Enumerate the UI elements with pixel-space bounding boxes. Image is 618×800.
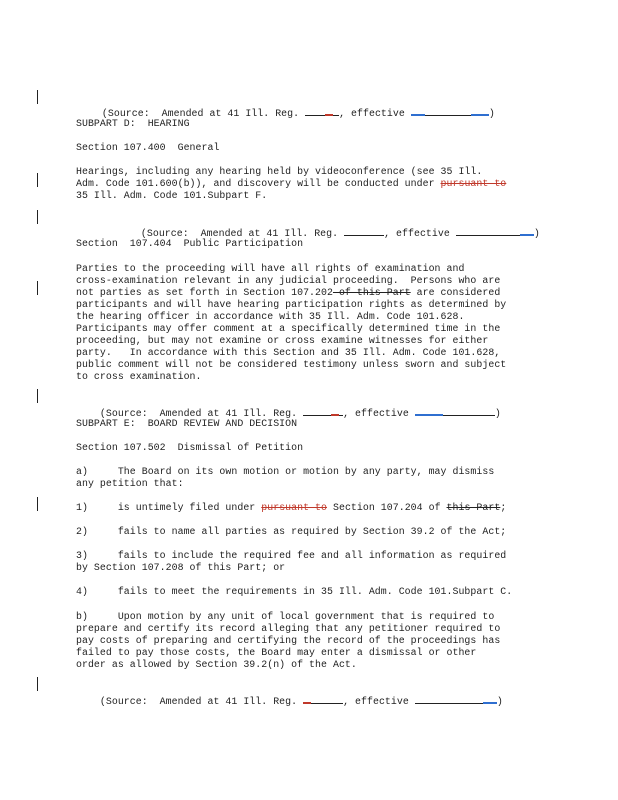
source-prefix: (Source: Amended at 41 Ill. Reg. <box>101 108 306 119</box>
list-text: 1) is untimely filed under <box>76 502 262 513</box>
revision-bar <box>37 677 38 691</box>
list-item <box>76 502 506 514</box>
paragraph-line: pay costs of preparing and certifying the record of the proceedings has <box>76 635 501 646</box>
struck-text: this Part <box>446 502 501 513</box>
section-heading: Section 107.400 General <box>76 142 220 153</box>
effective-blank <box>415 406 495 416</box>
source-suffix: ) <box>533 228 540 239</box>
paragraph-line: b) Upon motion by any unit of local government that is required to <box>76 611 495 622</box>
paragraph-line: proceeding, but may not examine or cross examine witnesses for either <box>76 335 489 346</box>
paragraph-line: party. In accordance with this Section and 35 Ill. Adm. Code 101.628, <box>76 347 501 358</box>
list-text: ; <box>500 502 507 513</box>
paragraph-line <box>76 287 500 299</box>
paragraph-line: Hearings, including any hearing held by videoconference (see 35 Ill. <box>76 166 483 177</box>
source-suffix: ) <box>494 408 501 419</box>
source-suffix: ) <box>496 696 503 707</box>
paragraph-line: a) The Board on its own motion or motion by any party, may dismiss <box>76 466 495 477</box>
list-item: 2) fails to name all parties as required by Section 39.2 of the Act; <box>76 526 507 537</box>
reg-blank <box>305 106 339 116</box>
paragraph-line: any petition that: <box>76 478 184 489</box>
source-note <box>76 682 503 720</box>
list-item: 4) fails to meet the requirements in 35 Ill. Adm. Code 101.Subpart C. <box>76 586 513 597</box>
paragraph-text: Adm. Code 101.600(b)), and discovery will be conducted under <box>76 178 441 189</box>
revision-bar <box>37 210 38 224</box>
revision-bar <box>37 90 38 104</box>
source-prefix: (Source: Amended at 41 Ill. Reg. <box>140 228 345 239</box>
paragraph-line: participants and will have hearing participation rights as determined by <box>76 299 507 310</box>
reg-blank <box>344 226 384 236</box>
paragraph-line: to cross examination. <box>76 371 202 382</box>
section-heading: Section 107.502 Dismissal of Petition <box>76 442 304 453</box>
paragraph-line <box>76 178 506 190</box>
source-mid: , effective <box>343 408 415 419</box>
paragraph-text: are considered <box>410 287 501 298</box>
paragraph-line: Participants may offer comment at a specifically determined time in the <box>76 323 501 334</box>
paragraph-line: failed to pay those costs, the Board may enter a dismissal or other <box>76 647 477 658</box>
effective-blank <box>411 106 489 116</box>
paragraph-line: order as allowed by Section 39.2(n) of the Act. <box>76 659 357 670</box>
revision-bar <box>37 173 38 187</box>
struck-text: pursuant to <box>261 502 328 513</box>
paragraph-text: not parties as set forth in Section 107.202 <box>76 287 333 298</box>
source-prefix: (Source: Amended at 41 Ill. Reg. <box>99 408 304 419</box>
source-prefix: (Source: Amended at 41 Ill. Reg. <box>99 696 304 707</box>
paragraph-line: prepare and certify its record alleging that any petitioner required to <box>76 623 501 634</box>
paragraph-line: cross-examination relevant in any judicial proceeding. Persons who are <box>76 275 501 286</box>
revision-bar <box>37 389 38 403</box>
paragraph-line: the hearing officer in accordance with 35 Ill. Adm. Code 101.628. <box>76 311 465 322</box>
revision-bar <box>37 281 38 295</box>
subpart-heading: SUBPART D: HEARING <box>76 118 190 129</box>
paragraph-line: Parties to the proceeding will have all rights of examination and <box>76 263 465 274</box>
source-mid: , effective <box>384 228 456 239</box>
list-item: by Section 107.208 of this Part; or <box>76 562 286 573</box>
source-mid: , effective <box>339 108 411 119</box>
list-item: 3) fails to include the required fee and all information as required <box>76 550 507 561</box>
struck-text: of this Part <box>332 287 411 298</box>
struck-text: pursuant to <box>440 178 507 189</box>
section-heading: Section 107.404 Public Participation <box>76 238 304 249</box>
paragraph-line: public comment will not be considered testimony unless sworn and subject <box>76 359 507 370</box>
list-text: Section 107.204 of <box>327 502 447 513</box>
source-mid: , effective <box>343 696 415 707</box>
reg-blank <box>303 694 343 704</box>
reg-blank <box>303 406 343 416</box>
source-suffix: ) <box>488 108 495 119</box>
effective-blank <box>456 226 534 236</box>
paragraph-line: 35 Ill. Adm. Code 101.Subpart F. <box>76 190 268 201</box>
effective-blank <box>415 694 497 704</box>
revision-bar <box>37 497 38 511</box>
subpart-heading: SUBPART E: BOARD REVIEW AND DECISION <box>76 418 298 429</box>
